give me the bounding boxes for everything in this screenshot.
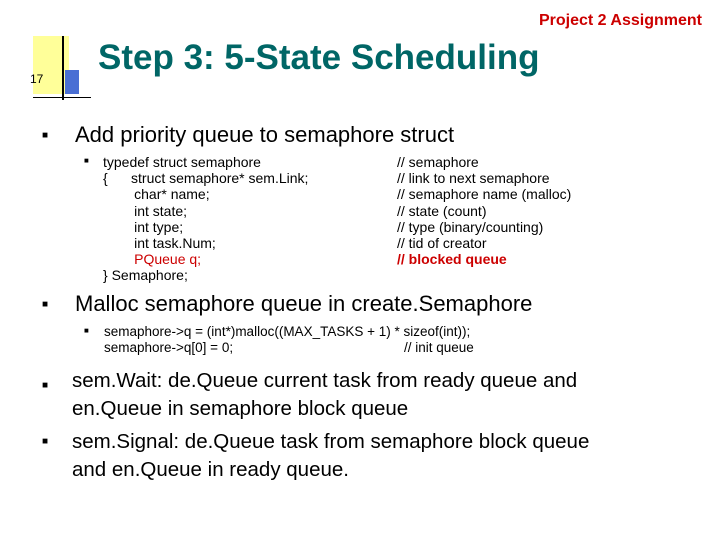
malloc-comment: // init queue xyxy=(404,340,474,355)
bullet-sem-signal-line: sem.Signal: de.Queue task from semaphore block queue xyxy=(72,430,590,453)
slide-title: Step 3: 5-State Scheduling xyxy=(98,38,540,77)
bullet-icon: ■ xyxy=(42,436,49,447)
bullet-sem-wait-line: en.Queue in semaphore block queue xyxy=(72,397,409,420)
code-line: int type; xyxy=(103,218,184,235)
code-line: char* name; xyxy=(103,186,210,203)
bullet-sem-wait xyxy=(72,367,577,423)
decor-horizontal-line xyxy=(33,97,91,98)
code-comment: // semaphore name (malloc) xyxy=(397,186,572,203)
code-line: semaphore->q[0] = 0; xyxy=(104,340,234,356)
code-line: int task.Num; xyxy=(103,235,216,252)
code-line-pqueue: PQueue q; xyxy=(103,251,202,268)
bullet-priority-queue: Add priority queue to semaphore struct xyxy=(75,122,455,147)
code-comment: // tid of creator xyxy=(397,235,487,252)
decor-vertical-line xyxy=(62,36,64,100)
code-comment: // link to next semaphore xyxy=(397,170,550,187)
bullet-icon: ■ xyxy=(84,326,89,335)
code-comment: // state (count) xyxy=(397,202,487,219)
code-comment: // type (binary/counting) xyxy=(397,218,544,235)
code-line: { struct semaphore* sem.Link; xyxy=(103,170,309,187)
project-label: Project 2 Assignment xyxy=(538,12,702,29)
struct-comments-block xyxy=(397,154,571,267)
code-line: } Semaphore; xyxy=(103,267,188,284)
bullet-sem-signal-line: and en.Queue in ready queue. xyxy=(72,458,349,481)
bullet-sem-signal xyxy=(72,428,589,484)
bullet-icon: ■ xyxy=(42,380,49,391)
bullet-icon: ■ xyxy=(42,130,49,141)
slide-number: 17 xyxy=(30,72,44,86)
bullet-icon: ■ xyxy=(84,156,89,165)
bullet-sem-wait-line: sem.Wait: de.Queue current task from ready queue and xyxy=(72,369,578,392)
code-line: int state; xyxy=(103,202,188,219)
bullet-malloc-queue: Malloc semaphore queue in create.Semaphore xyxy=(75,291,533,316)
code-line: typedef struct semaphore xyxy=(103,154,261,170)
bullet-icon: ■ xyxy=(42,299,49,310)
decor-blue-block xyxy=(65,70,79,94)
struct-code-block xyxy=(103,154,308,284)
code-line: semaphore->q = (int*)malloc((MAX_TASKS + 1) * sizeof(int)); xyxy=(104,324,471,339)
code-comment: // semaphore xyxy=(397,154,479,170)
code-comment-blocked-queue: // blocked queue xyxy=(397,251,507,268)
